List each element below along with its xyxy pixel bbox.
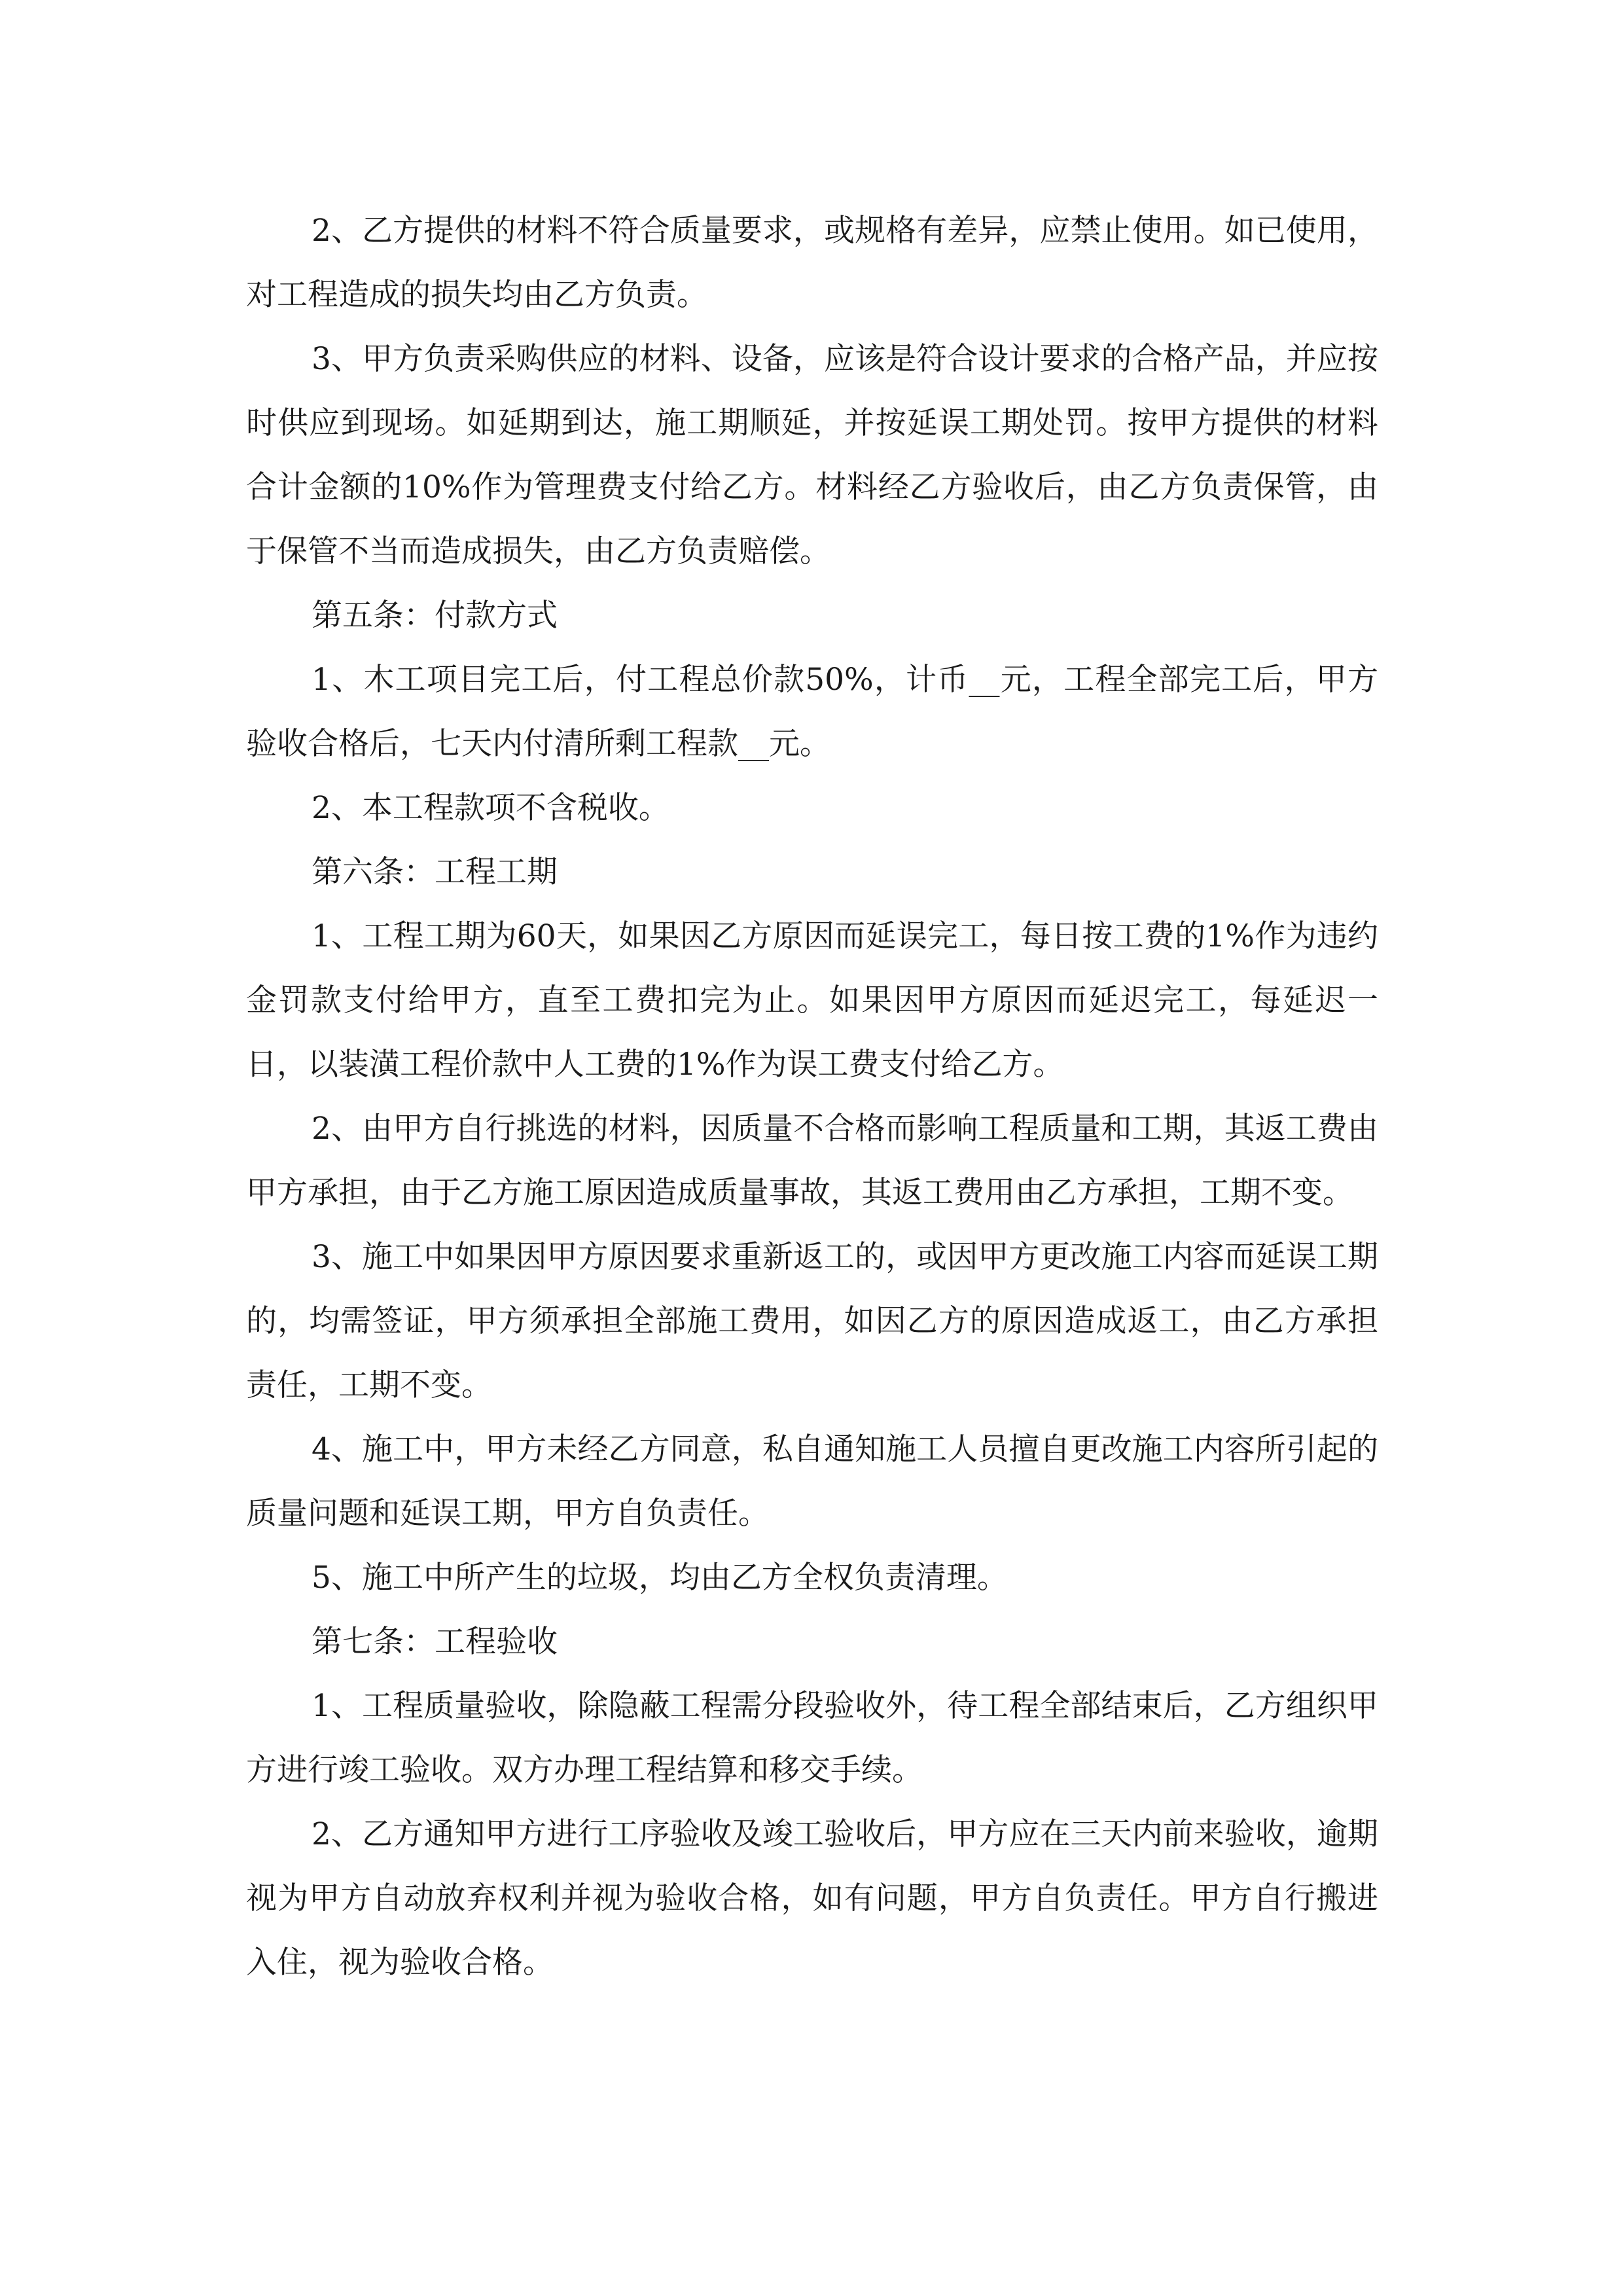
clause-6-heading: 第六条：工程工期 xyxy=(312,854,558,890)
clause-5-heading: 第五条：付款方式 xyxy=(312,598,558,634)
clause-6-item-2: 2、由甲方自行挑选的材料，因质量不合格而影响工程质量和工期，其返工费由甲方承担，由于乙方施工原因造成质量事故，其返工费用由乙方承担，工期不变。 xyxy=(246,1111,1378,1211)
clause-4-item-3: 3、甲方负责采购供应的材料、设备，应该是符合设计要求的合格产品，并应按时供应到现场。如延期到达，施工期顺延，并按延误工期处罚。按甲方提供的材料合计金额的10%作为管理费支付给乙方。材料经乙方验收后，由乙方负责保管，由于保管不当而造成损失，由乙方负责赔偿。 xyxy=(246,341,1378,569)
clause-7-item-2: 2、乙方通知甲方进行工序验收及竣工验收后，甲方应在三天内前来验收，逾期视为甲方自动放弃权利并视为验收合格，如有问题，甲方自负责任。甲方自行搬进入住，视为验收合格。 xyxy=(246,1816,1378,1981)
clause-6-item-5: 5、施工中所产生的垃圾，均由乙方全权负责清理。 xyxy=(312,1560,1008,1596)
clause-6-item-4: 4、施工中，甲方未经乙方同意，私自通知施工人员擅自更改施工内容所引起的质量问题和延误工期，甲方自负责任。 xyxy=(246,1431,1378,1532)
clause-5-item-1: 1、木工项目完工后，付工程总价款50%，计币__元，工程全部完工后，甲方验收合格后，七天内付清所剩工程款__元。 xyxy=(246,662,1378,762)
clause-6-item-1: 1、工程工期为60天，如果因乙方原因而延误完工，每日按工费的1%作为违约金罚款支付给甲方，直至工费扣完为止。如果因甲方原因而延迟完工，每延迟一日，以装潢工程价款中人工费的1%作为误工费支付给乙方。 xyxy=(246,918,1378,1083)
clause-7-item-1: 1、工程质量验收，除隐蔽工程需分段验收外，待工程全部结束后，乙方组织甲方进行竣工验收。双方办理工程结算和移交手续。 xyxy=(246,1688,1378,1788)
document-body xyxy=(246,199,1378,1995)
clause-5-item-2: 2、本工程款项不含税收。 xyxy=(312,790,669,826)
clause-6-item-3: 3、施工中如果因甲方原因要求重新返工的，或因甲方更改施工内容而延误工期的，均需签证，甲方须承担全部施工费用，如因乙方的原因造成返工，由乙方承担责任，工期不变。 xyxy=(246,1239,1378,1403)
clause-4-item-2: 2、乙方提供的材料不符合质量要求，或规格有差异，应禁止使用。如已使用，对工程造成的损失均由乙方负责。 xyxy=(246,213,1378,313)
clause-7-heading: 第七条：工程验收 xyxy=(312,1624,558,1660)
